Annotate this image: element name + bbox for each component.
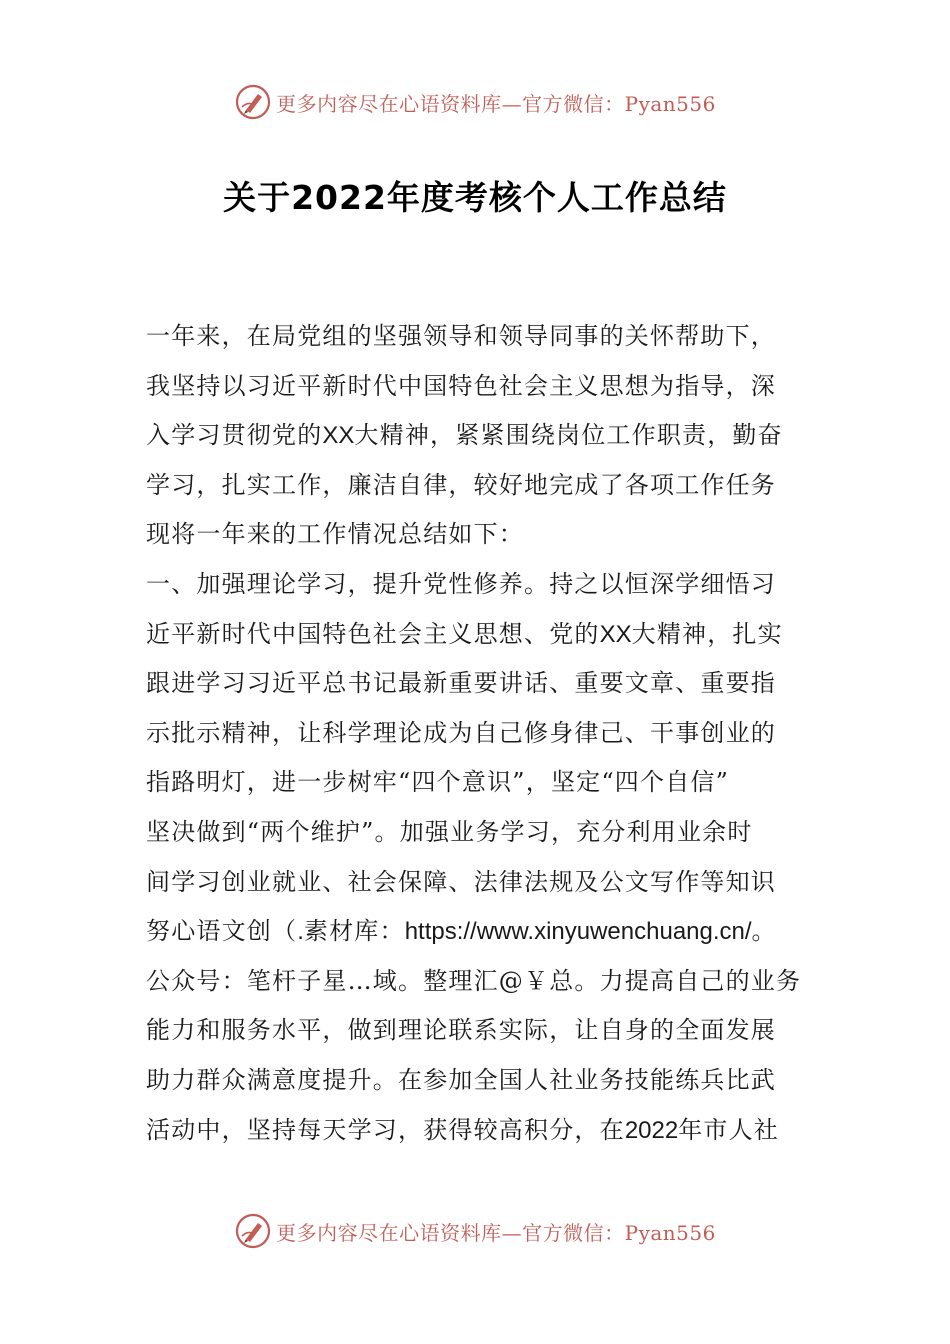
body-line: 坚决做到“两个维护”。加强业务学习，充分利用业余时 <box>146 817 753 846</box>
body-line: 间学习创业就业、社会保障、法律法规及公文写作等知识 <box>146 867 776 896</box>
body-line: 助力群众满意度提升。在参加全国人社业务技能练兵比武 <box>146 1065 776 1094</box>
pen-nib-logo-icon <box>234 83 272 121</box>
pen-nib-logo-icon <box>234 1212 272 1250</box>
body-line: 努心语文创（.素材库：https://www.xinyuwenchuang.cn/。 <box>146 917 777 946</box>
body-line: 一年来，在局党组的坚强领导和领导同事的关怀帮助下， <box>146 322 776 350</box>
body-line: 现将一年来的工作情况总结如下： <box>146 520 524 549</box>
body-line: 一、加强理论学习，提升党性修养。持之以恒深学细悟习 <box>146 569 776 598</box>
body-line: 我坚持以习近平新时代中国特色社会主义思想为指导，深 <box>146 371 776 400</box>
body-line: 跟进学习习近平总书记最新重要讲话、重要文章、重要指 <box>146 669 776 698</box>
body-line: 学习，扎实工作，廉洁自律，较好地完成了各项工作任务 <box>146 470 776 499</box>
header-banner-text: 更多内容尽在心语资料库—官方微信：Pyan556 <box>276 91 716 116</box>
document-body <box>146 312 806 1155</box>
body-line: 活动中，坚持每天学习，获得较高积分，在2022年市人社 <box>146 1115 780 1144</box>
body-line: 指路明灯，进一步树牢“四个意识”，坚定“四个自信” <box>146 768 730 797</box>
body-line: 能力和服务水平，做到理论联系实际，让自身的全面发展 <box>146 1016 776 1045</box>
footer-banner <box>0 1208 950 1254</box>
body-line: 示批示精神，让科学理论成为自己修身律己、干事创业的 <box>146 718 776 747</box>
body-line: 入学习贯彻党的XX大精神，紧紧围绕岗位工作职责，勤奋 <box>146 421 783 450</box>
body-line: 公众号：笔杆子星…域。整理汇@￥总。力提高自己的业务 <box>146 966 802 995</box>
body-line: 近平新时代中国特色社会主义思想、党的XX大精神，扎实 <box>146 619 783 648</box>
header-banner <box>0 79 950 125</box>
footer-banner-text: 更多内容尽在心语资料库—官方微信：Pyan556 <box>276 1220 716 1245</box>
document-title: 关于2022年度考核个人工作总结 <box>223 178 727 217</box>
